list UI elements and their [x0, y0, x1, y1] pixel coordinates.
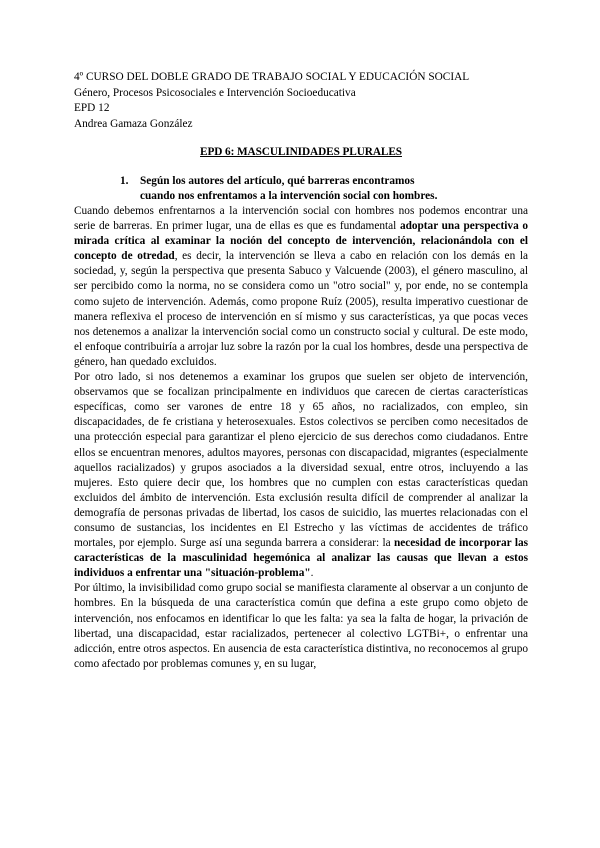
paragraph-1-text-a: Cuando debemos enfrentarnos a la intervención social con hombres nos podemos encontrar una serie de barreras. En primer lugar, una de ellas es que es fundamental — [74, 205, 528, 233]
question-text: Según los autores del artículo, qué barreras encontramos cuando nos enfrentamos a la intervención social con hombres. — [140, 175, 438, 202]
course-line: 4º CURSO DEL DOBLE GRADO DE TRABAJO SOCIAL Y EDUCACIÓN SOCIAL — [74, 71, 470, 83]
paragraph-2 — [74, 370, 528, 581]
author-name: Andrea Gamaza González — [74, 117, 193, 130]
question-item — [74, 174, 528, 204]
epd-code: EPD 12 — [74, 102, 110, 114]
paragraph-1 — [74, 204, 528, 370]
paragraph-3-text-a: Por último, la invisibilidad como grupo social se manifiesta claramente al observar a un conjunto de hombres. En la búsqueda de una característica común que defina a este grupo como objeto de intervención, nos enfocamos en identificar lo que les falta: ya sea la falta de hogar, la privación de libertad, una discapacidad, estar racializados, pertenecer al colectivo LGTBi+, o enfrentar una adicción, entre otros aspectos. En ausencia de esta característica distintiva, no reconocemos al grupo como afectado por problemas comunes y, en su lugar, — [74, 582, 528, 670]
subject-line: Género, Procesos Psicosociales e Intervención Socioeducativa — [74, 86, 356, 99]
paragraph-2-text-c: . — [310, 567, 314, 580]
document-title: EPD 6: MASCULINIDADES PLURALES — [200, 146, 402, 158]
paragraph-2-text-a: Por otro lado, si nos detenemos a examinar los grupos que suelen ser objeto de intervención, observamos que se focalizan principalmente en individuos que carecen de ciertas características específicas, como ser varones de entre 18 y 65 años, no racializados, con empleo, sin discapacidades, de fe cristiana y heterosexuales. Estos colectivos se perciben como necesitados de una protección especial para garantizar el pleno ejercicio de sus derechos como ciudadanos. Entre ellos se encuentran menores, adultos mayores, personas con discapacidad, migrantes (especialmente aquellos racializados) y grupos asociados a la diversidad sexual, entre otros, incluyendo a las mujeres. Esto quiere decir que, los hombres que no cumplen con estas características quedan excluidos del ámbito de intervención. Esta exclusión resulta difícil de comprender al analizar la demografía de personas privadas de libertad, los casos de suicidio, las muertes relacionadas con el consumo de sustancias, los incidentes en El Estrecho y las víctimas de accidentes de tráfico mortales, por ejemplo. Surge así una segunda barrera a considerar: la — [74, 371, 528, 550]
paragraph-1-text-c: , es decir, la intervención se lleva a cabo en relación con los demás en la sociedad, y, según la perspectiva que presenta Sabuco y Valcuende (2003), el género masculino, al ser percibido como la norma, no se considera como un "otro social" y, por ende, no se contempla como sujeto de intervención. Además, como propone Ruíz (2005), resulta imperativo cuestionar de manera reflexiva el proceso de intervención en sí mismo y sus características, ya que pocas veces nos detenemos a analizar la intervención social como un constructo social y cultural. De este modo, el enfoque contribuiría a arrojar luz sobre la razón por la cual los hombres, desde una perspectiva de género, han quedado excluidos. — [74, 250, 529, 368]
paragraph-3 — [74, 581, 528, 672]
question-number: 1. — [120, 175, 129, 187]
paragraph-2-bold: necesidad de incorporar las características de la masculinidad hegemónica al analizar las causas que llevan a estos individuos a enfrentar una "situación-problema" — [74, 537, 529, 580]
paragraph-1-bold: adoptar una perspectiva o mirada crítica al examinar la noción del concepto de intervención, relacionándola con el concepto de otredad — [74, 220, 528, 263]
document-page — [74, 70, 528, 672]
